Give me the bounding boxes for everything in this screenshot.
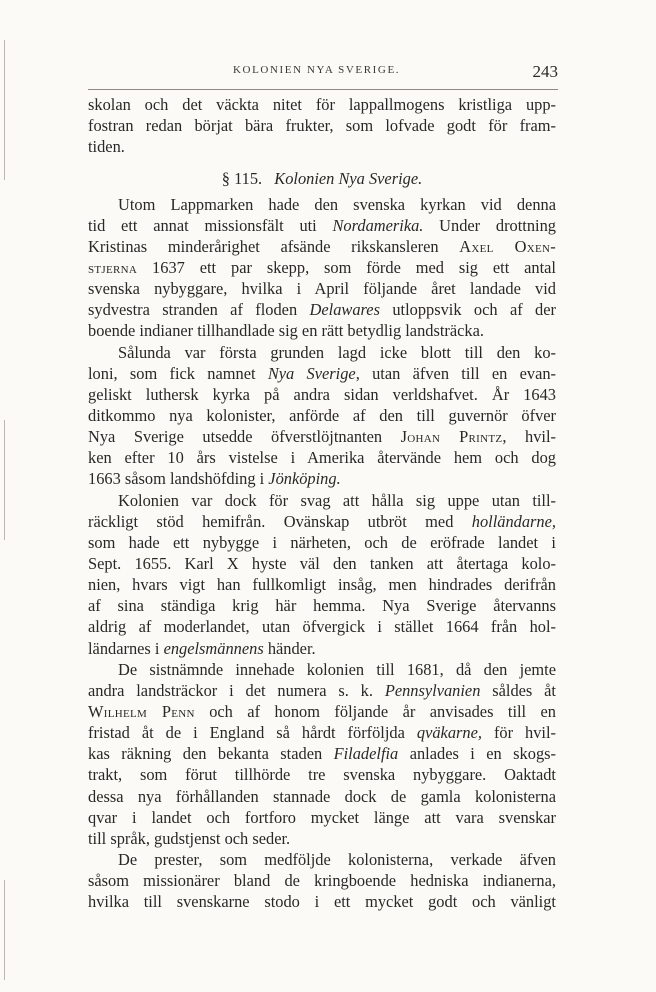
text-line: Utom Lappmarken hade den svenska kyrkan vid denna [118, 194, 556, 214]
person-name: Axel Oxen- [459, 236, 557, 256]
person-name: Johan Printz [400, 427, 503, 447]
page-number: 243 [532, 62, 558, 81]
text-line: qvar i landet och fortforo mycket länge att vara svenskar [88, 807, 556, 827]
text-line: De prester, som medföljde kolonisterna, verkade äfven [118, 849, 556, 869]
text-line: Nya Sverige utsedde öfverstlöjtnanten Johan Printz, hvil- [88, 427, 556, 447]
text-line: Sept. 1655. Karl X hyste väl den tanken att återtaga kolo- [88, 553, 556, 573]
text-line: fostran redan börjat bära frukter, som lofvade godt för fram- [88, 116, 556, 136]
text-line: kas räkning den bekanta staden Filadelfia anlades i en skogs- [88, 744, 556, 764]
text-line: tiden. [88, 137, 125, 157]
text-line: aldrig af moderlandet, utan öfvergick i stället 1664 från hol- [88, 617, 556, 637]
text-line: andra landsträckor i det numera s. k. Pennsylvanien såldes åt [88, 680, 556, 700]
text-line: såsom missionärer bland de kringboende hedniska indianerna, [88, 871, 556, 891]
body-text [88, 94, 556, 912]
text-line: Wilhelm Penn och af honom följande år anvisades till en [88, 701, 557, 721]
running-head [88, 62, 558, 86]
running-title: KOLONIEN NYA SVERIGE. [233, 64, 401, 76]
text-line: svenska nybyggare, hvilka i April följande året landade vid [88, 279, 556, 299]
text-line: sydvestra stranden af floden Delawares utloppsvik och af der [88, 300, 556, 320]
text-line: tid ett annat missionsfält uti Nordamerika. Under drottning [88, 215, 556, 235]
header-rule [88, 89, 558, 90]
person-name: stjerna [88, 257, 138, 277]
text-line: geliskt luthersk kyrka på andra sidan verldshafvet. År 1643 [88, 384, 556, 404]
text-line: loni, som fick namnet Nya Sverige, utan äfven till en evan- [88, 363, 556, 383]
text-line: Sålunda var första grunden lagd icke blott till den ko- [118, 342, 556, 362]
text-line: boende indianer tillhandlade sig en rätt betydlig landsträcka. [88, 321, 484, 341]
text-line: ditkommo nya kolonister, anförde af den till guvernör öfver [88, 405, 556, 425]
text-line: De sistnämnde innehade kolonien till 1681, då den jemte [118, 659, 556, 679]
text-line: 1663 såsom landshöfding i Jönköping. [88, 469, 341, 489]
section-number: § 115. [221, 169, 263, 189]
text-line: trakt, som förut tillhörde tre svenska nybyggare. Oaktadt [88, 765, 556, 785]
text-line: fristad åt de i England så hårdt förföljda qväkarne, för hvil- [88, 723, 556, 743]
page-edge-shadow [4, 420, 5, 540]
text-line: räckligt stöd hemifrån. Ovänskap utbröt med holländarne, [88, 511, 556, 531]
text-line: ken efter 10 års vistelse i Amerika återvände hem och dog [88, 448, 556, 468]
section-title: Kolonien Nya Sverige. [274, 169, 423, 189]
text-line: hvilka till svenskarne stodo i ett mycket godt och vänligt [88, 892, 556, 912]
text-line: skolan och det väckta nitet för lappallmogens kristliga upp- [88, 95, 556, 114]
text-line: ländarnes i engelsmännens händer. [88, 638, 316, 658]
page-edge-shadow [4, 40, 5, 180]
text-line: Kristinas minderårighet afsände rikskansleren Axel Oxen- [88, 236, 557, 256]
text-line: till språk, gudstjenst och seder. [88, 828, 291, 848]
person-name: Wilhelm Penn [88, 701, 195, 721]
text-line: som hade ett nybygge i närheten, och de eröfrade landet i [88, 532, 556, 552]
text-line: nien, hvars vigt han fullkomligt insåg, men hindrades derifrån [88, 575, 556, 595]
section-heading [88, 168, 556, 189]
text-line: dessa nya förhållanden stannade dock de gamla kolonisterna [88, 786, 556, 806]
page-edge-shadow [4, 880, 5, 980]
text-line: Kolonien var dock för svag att hålla sig uppe utan till- [118, 490, 556, 510]
text-line: stjerna 1637 ett par skepp, som förde med sig ett antal [88, 257, 556, 277]
text-line: af sina ständiga krig här hemma. Nya Sverige återvanns [88, 596, 556, 616]
